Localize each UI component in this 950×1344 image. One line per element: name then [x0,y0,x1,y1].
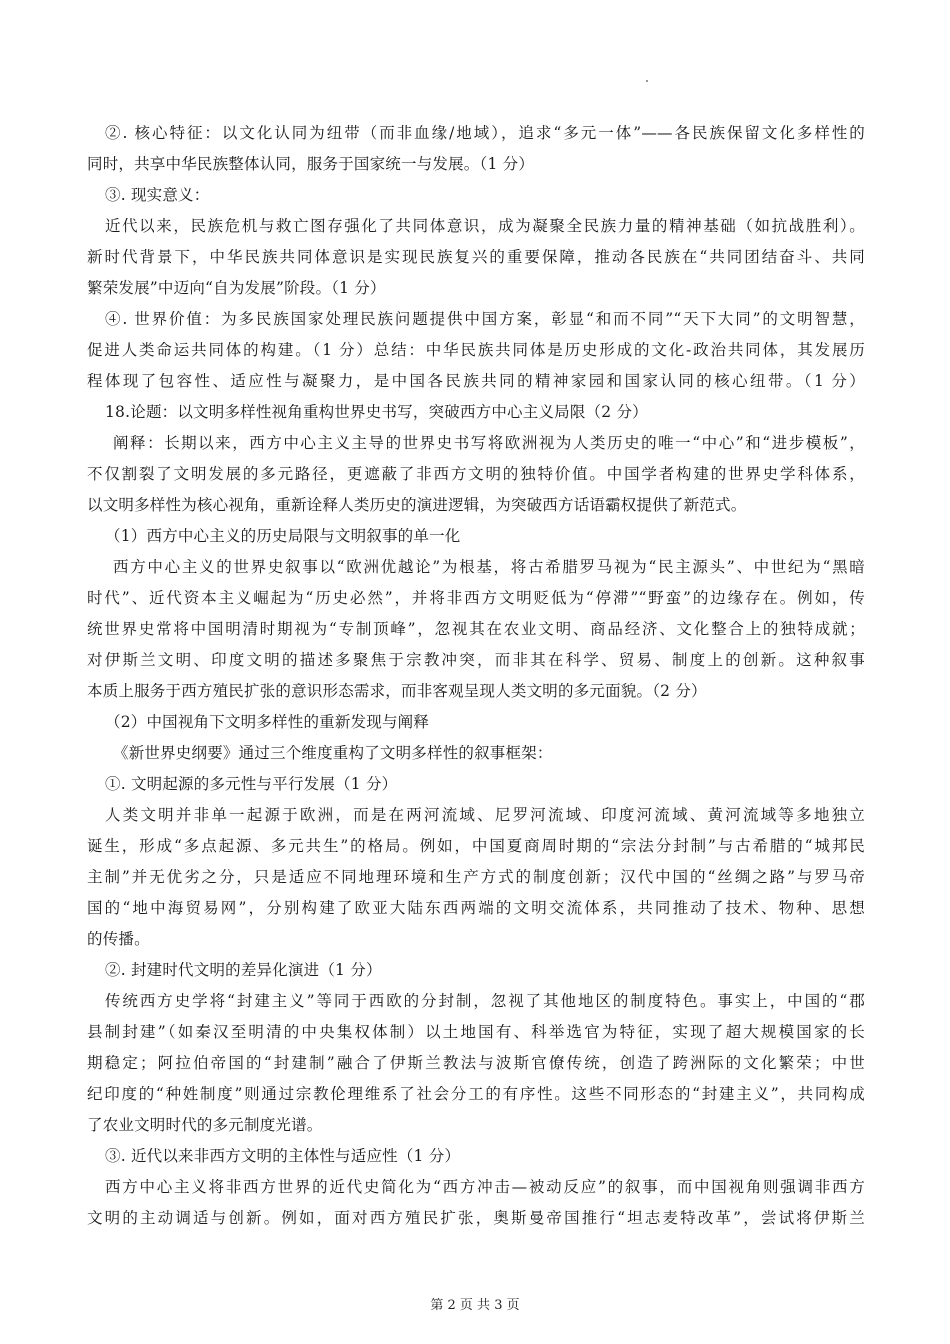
text-line: 促进人类命运共同体的构建。（1 分）总结：中华民族共同体是历史形成的文化-政治共同体，其发展历 [87,341,865,359]
text-line: ③. 现实意义： [105,186,210,204]
text-line: 阐释：长期以来，西方中心主义主导的世界史书写将欧洲视为人类历史的唯一“中心”和“进步模板”， [113,434,865,452]
text-line: 本质上服务于西方殖民扩张的意识形态需求，而非客观呈现人类文明的多元面貌。（2 分） [87,682,707,700]
text-line: 不仅割裂了文明发展的多元路径，更遮蔽了非西方文明的独特价值。中国学者构建的世界史学科体系， [87,465,865,483]
text-line: 对伊斯兰文明、印度文明的描述多聚焦于宗教冲突，而非其在科学、贸易、制度上的创新。这种叙事 [87,651,865,669]
text-line: （2）中国视角下文明多样性的重新发现与阐释 [105,713,430,731]
text-line: 繁荣发展”中迈向“自为发展”阶段。（1 分） [87,279,386,297]
page-footer: 第 2 页 共 3 页 [430,1298,520,1313]
text-line: 了农业文明时代的多元制度光谱。 [87,1116,323,1134]
text-line: 纪印度的“种姓制度”则通过宗教伦理维系了社会分工的有序性。这些不同形态的“封建主义”，共同构成 [87,1085,865,1103]
text-line: 传统西方史学将“封建主义”等同于西欧的分封制，忽视了其他地区的制度特色。事实上，中国的“郡 [105,992,865,1010]
text-line: ③. 近代以来非西方文明的主体性与适应性（1 分） [105,1147,461,1165]
text-line: 主制”并无优劣之分，只是适应不同地理环境和生产方式的制度创新；汉代中国的“丝绸之路”与罗马帝 [87,868,865,886]
text-line: 程体现了包容性、适应性与凝聚力，是中国各民族共同的精神家园和国家认同的核心纽带。（1 分） [87,372,865,390]
text-line: 统世界史常将中国明清时期视为“专制顶峰”，忽视其在农业文明、商品经济、文化整合上的独特成就； [87,620,865,638]
document-body [87,118,865,1234]
text-line: 同时，共享中华民族整体认同，服务于国家统一与发展。（1 分） [87,155,535,173]
text-line: 西方中心主义的世界史叙事以“欧洲优越论”为根基，将古希腊罗马视为“民主源头”、中世纪为“黑暗 [113,558,865,576]
text-line: ②. 核心特征：以文化认同为纽带（而非血缘/地域），追求“多元一体”——各民族保留文化多样性的 [105,124,865,142]
text-line: ①. 文明起源的多元性与平行发展（1 分） [105,775,398,793]
text-line: 时代”、近代资本主义崛起为“历史必然”，并将非西方文明贬低为“停滞”“野蛮”的边缘存在。例如，传 [87,589,865,607]
text-line: 西方中心主义将非西方世界的近代史简化为“西方冲击—被动反应”的叙事，而中国视角则强调非西方 [105,1178,865,1196]
text-line: 国的“地中海贸易网”，分别构建了欧亚大陆东西两端的文明交流体系，共同推动了技术、物种、思想 [87,899,865,917]
text-line: 以文明多样性为核心视角，重新诠释人类历史的演进逻辑，为突破西方话语霸权提供了新范式。 [87,496,747,514]
text-line: 文明的主动调适与创新。例如，面对西方殖民扩张，奥斯曼帝国推行“坦志麦特改革”，尝试将伊斯兰 [87,1209,865,1227]
text-line: 《新世界史纲要》通过三个维度重构了文明多样性的叙事框架： [113,744,553,762]
text-line: 诞生，形成“多点起源、多元共生”的格局。例如，中国夏商周时期的“宗法分封制”与古希腊的“城邦民 [87,837,865,855]
text-line: ②. 封建时代文明的差异化演进（1 分） [105,961,382,979]
text-line: 近代以来，民族危机与救亡图存强化了共同体意识，成为凝聚全民族力量的精神基础（如抗战胜利）。 [105,217,865,235]
text-line: ④. 世界价值：为多民族国家处理民族问题提供中国方案，彰显“和而不同”“天下大同”的文明智慧， [105,310,865,328]
text-line: 县制封建”（如秦汉至明清的中央集权体制）以土地国有、科举选官为特征，实现了超大规模国家的长 [87,1023,865,1041]
text-line: 的传播。 [87,930,150,948]
scan-dot [646,80,648,82]
text-line: （1）西方中心主义的历史局限与文明叙事的单一化 [105,527,461,545]
text-line: 18.论题：以文明多样性视角重构世界史书写，突破西方中心主义局限（2 分） [105,403,648,421]
text-line: 新时代背景下，中华民族共同体意识是实现民族复兴的重要保障，推动各民族在“共同团结奋斗、共同 [87,248,865,266]
text-line: 期稳定；阿拉伯帝国的“封建制”融合了伊斯兰教法与波斯官僚传统，创造了跨洲际的文化繁荣；中世 [87,1054,865,1072]
text-line: 人类文明并非单一起源于欧洲，而是在两河流域、尼罗河流域、印度河流域、黄河流域等多地独立 [105,806,865,824]
